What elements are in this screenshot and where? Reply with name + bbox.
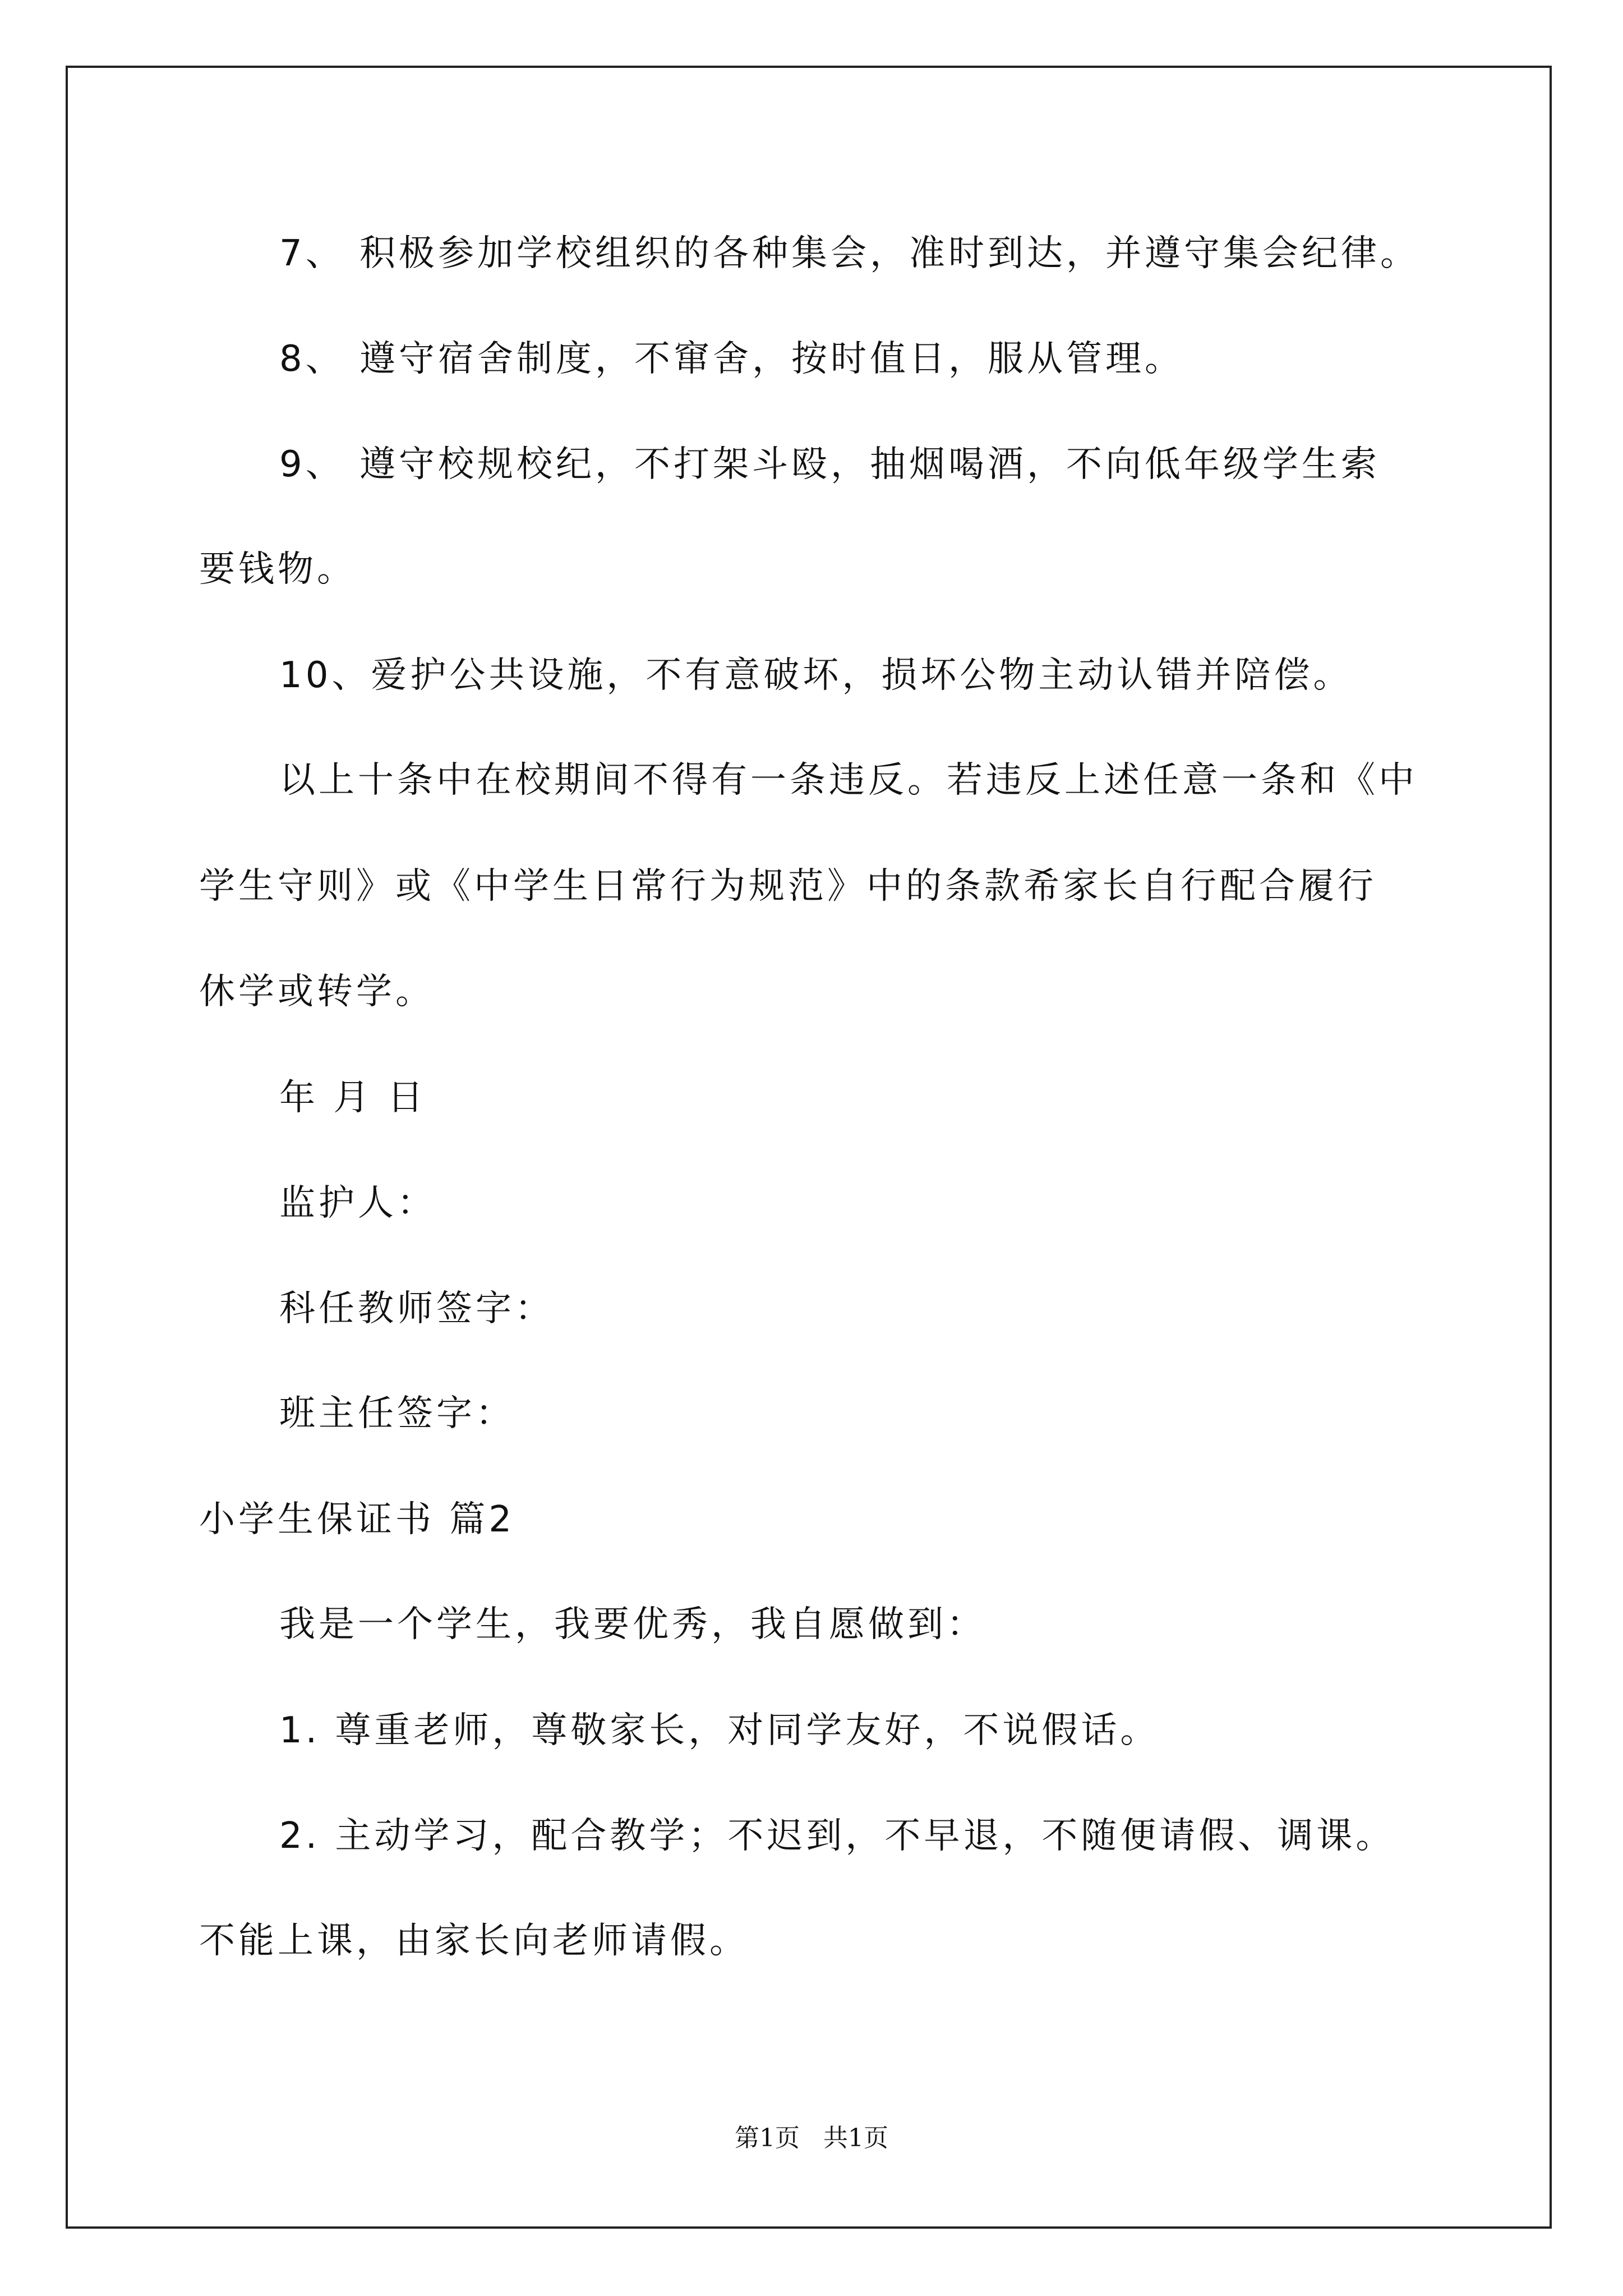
page-footer <box>0 2122 1623 2155</box>
rule-item-9: 9、 遵守校规校纪，不打架斗殴，抽烟喝酒，不向低年级学生索 <box>279 444 1381 485</box>
pledge-item-2: 2. 主动学习，配合教学；不迟到，不早退，不随便请假、调课。 <box>279 1815 1395 1857</box>
summary-paragraph-line-3: 休学或转学。 <box>199 971 435 1013</box>
page-number-current: 第1页 <box>735 2124 800 2152</box>
pledge-item-2-continued: 不能上课，由家长向老师请假。 <box>199 1920 749 1962</box>
guardian-signature-label: 监护人： <box>279 1182 436 1224</box>
rule-item-10: 10、爱护公共设施，不有意破坏，损坏公物主动认错并陪偿。 <box>279 655 1353 696</box>
rule-item-7: 7、 积极参加学校组织的各种集会，准时到达，并遵守集会纪律。 <box>279 233 1420 274</box>
date-line: 年 月 日 <box>279 1077 427 1119</box>
rule-item-9-continued: 要钱物。 <box>199 549 356 590</box>
page-number-total: 共1页 <box>823 2124 888 2152</box>
subject-teacher-signature-label: 科任教师签字： <box>279 1288 554 1329</box>
summary-paragraph-line-2: 学生守则》或《中学生日常行为规范》中的条款希家长自行配合履行 <box>199 866 1377 907</box>
rule-item-8: 8、 遵守宿舍制度，不窜舍，按时值日，服从管理。 <box>279 338 1184 380</box>
summary-paragraph-line-1: 以上十条中在校期间不得有一条违反。若违反上述任意一条和《中 <box>279 760 1418 801</box>
page-border <box>66 66 1552 2229</box>
head-teacher-signature-label: 班主任签字： <box>279 1393 515 1434</box>
pledge-intro: 我是一个学生，我要优秀，我自愿做到： <box>279 1604 986 1645</box>
pledge-item-1: 1. 尊重老师，尊敬家长，对同学友好，不说假话。 <box>279 1710 1160 1751</box>
section-heading: 小学生保证书 篇2 <box>199 1499 515 1540</box>
